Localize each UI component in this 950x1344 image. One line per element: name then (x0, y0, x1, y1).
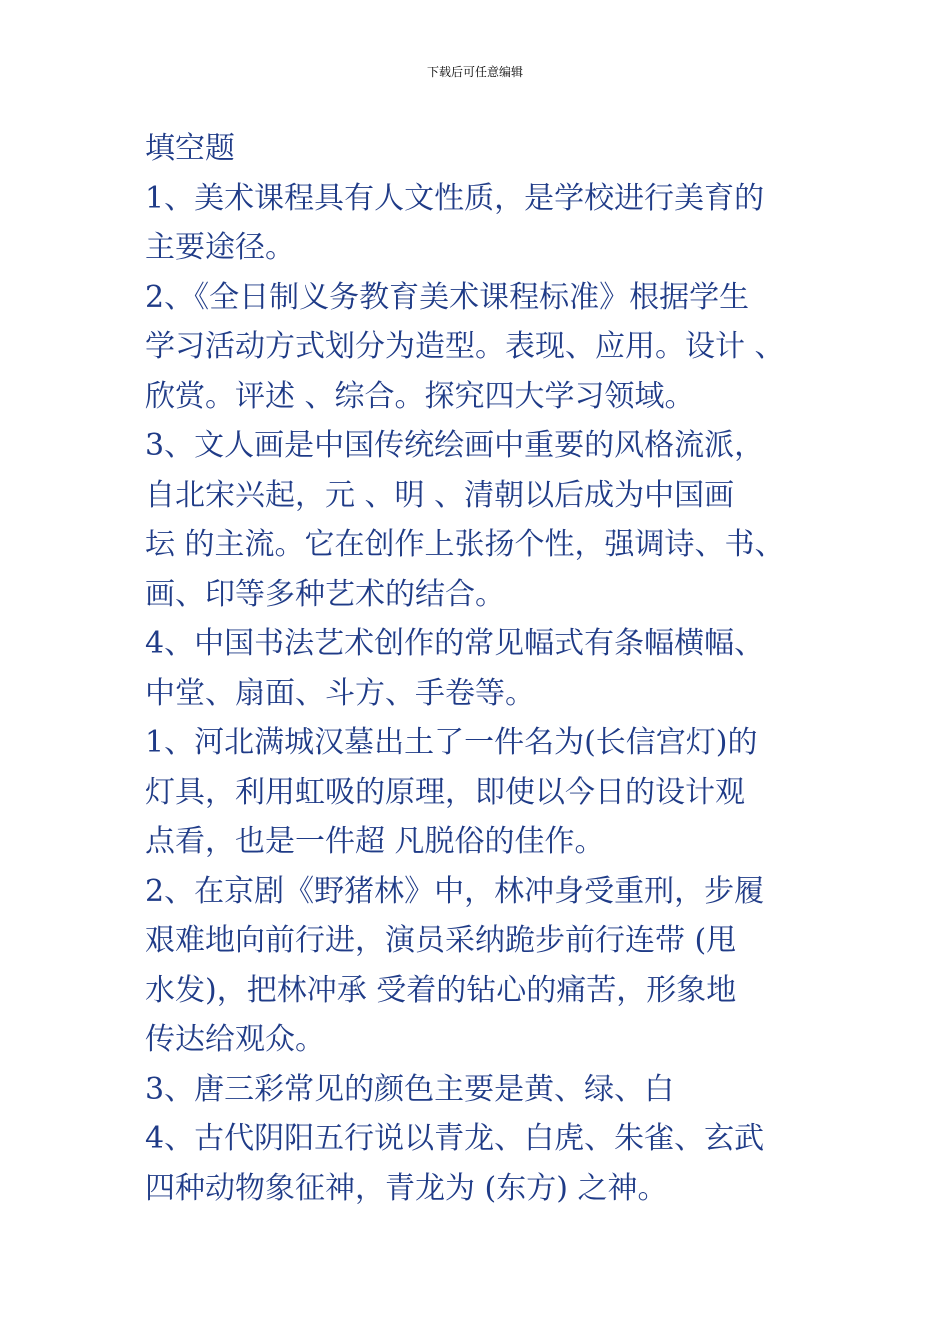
text-line: 自北宋兴起，元 、明 、清朝以后成为中国画 (145, 477, 735, 513)
text-line: 主要途径。 (145, 230, 295, 265)
text-line: 水发)，把林冲承 受着的钻心的痛苦，形象地 (145, 972, 737, 1008)
text-line: 3、唐三彩常见的颜色主要是黄、绿、白 (145, 1071, 675, 1107)
document-body (145, 124, 835, 1213)
text-line: 欣赏。评述 、综合。探究四大学习领域。 (145, 378, 695, 414)
text-line: 艰难地向前行进，演员采纳跪步前行连带 (甩 (145, 923, 737, 958)
text-line: 学习活动方式划分为造型。表现、应用。设计 、 (145, 329, 785, 364)
text-line: 3、文人画是中国传统绘画中重要的风格流派， (145, 428, 765, 463)
text-line: 灯具，利用虹吸的原理，即使以今日的设计观 (145, 774, 745, 810)
text-line: 4、古代阴阳五行说以青龙、白虎、朱雀、玄武 (145, 1121, 765, 1156)
text-line: 1、河北满城汉墓出土了一件名为(长信宫灯)的 (145, 725, 758, 760)
text-line: 中堂、扇面、斗方、手卷等。 (145, 675, 535, 711)
page-header: 下载后可任意编辑 (426, 65, 523, 79)
text-line: 4、中国书法艺术创作的常见幅式有条幅横幅、 (145, 626, 765, 661)
text-line: 坛 的主流。它在创作上张扬个性，强调诗、书、 (145, 527, 785, 562)
text-line: 点看，也是一件超 凡脱俗的佳作。 (145, 824, 605, 859)
text-line: 2、《全日制义务教育美术课程标准》根据学生 (145, 279, 750, 315)
section-title: 填空题 (145, 131, 235, 166)
text-line: 1、美术课程具有人文性质，是学校进行美育的 (145, 180, 765, 216)
text-line: 四种动物象征神，青龙为 (东方) 之神。 (145, 1170, 668, 1206)
text-line: 2、在京剧《野猪林》中，林冲身受重刑，步履 (145, 873, 765, 909)
text-line: 传达给观众。 (145, 1022, 325, 1057)
text-line: 画、印等多种艺术的结合。 (145, 576, 505, 612)
